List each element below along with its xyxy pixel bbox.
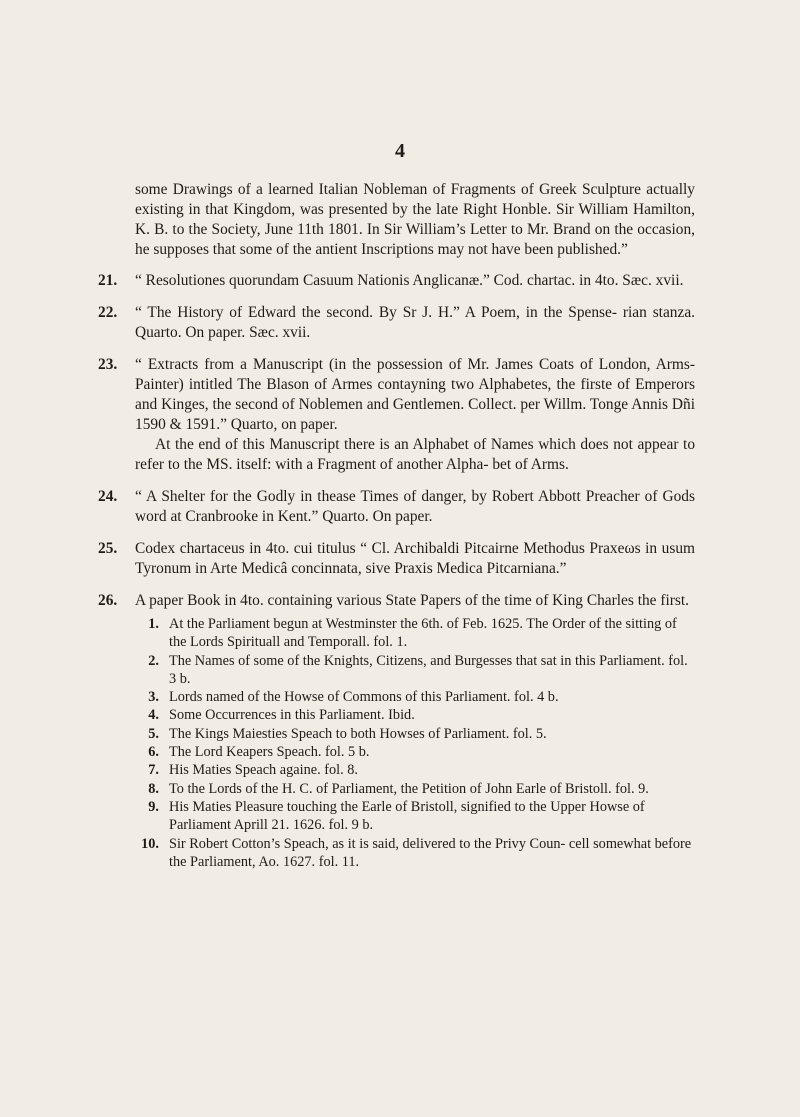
list-item-text: Some Occurrences in this Parliament. Ibid. — [169, 707, 415, 724]
list-item — [135, 688, 695, 706]
entry-body — [135, 303, 695, 343]
entry-number: 21. — [98, 272, 118, 289]
text-line: Codex chartaceus in 4to. cui titulus “ Cl. Archibaldi Pitcairne Methodus — [135, 540, 585, 557]
catalogue-entry-24 — [98, 487, 695, 527]
text-line: “ The History of Edward the second. By Sr J. H.” A Poem, in the Spense- — [135, 304, 617, 321]
entry-text — [135, 303, 695, 343]
list-item-number: 10. — [141, 835, 159, 852]
entry-number: 24. — [98, 488, 118, 505]
text-line: not appear to refer to the MS. itself: with a Fragment of another Alpha- — [135, 436, 696, 473]
list-item — [135, 780, 695, 798]
page-number: 4 — [395, 140, 405, 162]
text-line: Preacher of Gods word at Cranbrooke in Kent.” Quarto. On paper. — [135, 488, 695, 525]
list-item — [135, 798, 695, 835]
list-item-number: 1. — [148, 616, 159, 632]
text-line: “ A Shelter for the Godly in thease Times of danger, by Robert Abbott — [135, 488, 581, 505]
text-line: “ Resolutiones quorundam Casuum Nationis Anglicanæ.” Cod. chartac. — [135, 272, 576, 289]
entry-text — [135, 355, 695, 435]
list-item — [135, 652, 695, 689]
catalogue-entry-21 — [98, 271, 695, 291]
text-line: Charles the first. — [586, 592, 689, 609]
list-item-number: 6. — [148, 744, 159, 761]
text-line: some of the antient Inscriptions may not have been published.” — [239, 241, 628, 258]
text-line: in 4to. Sæc. xvii. — [579, 272, 684, 289]
entry-text — [135, 271, 695, 291]
entry-text — [135, 487, 695, 527]
list-item — [135, 761, 695, 779]
text-line: In Sir William’s Letter to Mr. Brand on the occasion, he supposes that — [135, 221, 695, 258]
catalogue-entry-26 — [98, 591, 695, 871]
text-line: Praxeωs in usum Tyronum in Arte Medicâ concinnata, sive Praxis Medica — [135, 540, 695, 577]
list-item-number: 3. — [148, 689, 159, 706]
entry-text — [135, 539, 695, 579]
text-line: Right Honble. Sir William Hamilton, K. B. to the Society, June 11th 1801. — [135, 201, 695, 238]
text-line: At the end of this Manuscript there is an Alphabet of Names which does — [155, 436, 609, 453]
entry-body — [135, 539, 695, 579]
list-item-number: 8. — [148, 780, 159, 797]
entry-number: 25. — [98, 540, 118, 557]
list-item-number: 2. — [148, 652, 159, 669]
list-item — [135, 706, 695, 724]
list-item-text: Lords named of the Howse of Commons of this Parliament. fol. 4 b. — [169, 689, 559, 706]
entry-body — [135, 591, 695, 871]
text-line: some Drawings of a learned Italian Nobleman of Fragments of Greek — [135, 181, 577, 198]
entry-text — [135, 591, 695, 611]
contents-list — [135, 615, 695, 871]
list-item-text: The Names of some of the Knights, Citizens, and Burgesses that sat in this Parliament. fol. 3 b. — [169, 652, 688, 687]
list-item — [135, 743, 695, 761]
list-item-text: At the Parliament begun at Westminster the 6th. of Feb. 1625. The Order of the sitting of the Lords Spirituall and Temporall. fol. 1. — [169, 616, 677, 651]
text-line: Arms-Painter) intitled The Blason of Armes contayning two Alphabetes, the — [135, 356, 695, 393]
list-item — [135, 615, 695, 652]
text-line: Pitcarniana.” — [486, 560, 567, 577]
list-item-number: 9. — [148, 798, 159, 815]
text-line: Collect. per Willm. Tonge Annis Dñi 1590 & 1591.” Quarto, on paper. — [135, 396, 695, 433]
list-item-text: The Lord Keapers Speach. fol. 5 b. — [169, 744, 370, 761]
list-item-number: 7. — [148, 762, 159, 779]
catalogue-entry-22 — [98, 303, 695, 343]
list-item-number: 4. — [148, 707, 159, 724]
catalogue-entry-23 — [98, 355, 696, 475]
entry-number: 22. — [98, 304, 118, 321]
text-line: firste of Emperors and Kinges, the second of Noblemen and Gentlemen. — [135, 376, 695, 413]
list-item-text: To the Lords of the H. C. of Parliament, the Petition of John Earle of Bristoll. fol. 9. — [169, 780, 649, 797]
text-line: rian stanza. Quarto. On paper. Sæc. xvii. — [135, 304, 695, 341]
catalogue-entry-25 — [98, 539, 695, 579]
text-line: bet of Arms. — [492, 456, 569, 473]
list-item-number: 5. — [148, 725, 159, 742]
text-line: A paper Book in 4to. containing various State Papers of the time of King — [135, 592, 583, 609]
page-content — [98, 180, 696, 883]
list-item-text: His Maties Speach againe. fol. 8. — [169, 762, 358, 779]
list-item-text: His Maties Pleasure touching the Earle of Bristoll, signified to the Upper Howse of Parliament Aprill 21. 1626. fol. 9 b. — [169, 798, 645, 834]
entry-body — [135, 355, 695, 475]
list-item — [135, 725, 695, 743]
list-item-text: Sir Robert Cotton’s Speach, as it is said, delivered to the Privy Coun- cell somewhat before the Parliament, Ao. 1627. fol. 11. — [169, 835, 692, 870]
entry-body — [135, 271, 695, 291]
list-item — [135, 835, 695, 872]
entry-number: 23. — [98, 356, 118, 373]
entry-note — [135, 435, 695, 475]
intro-paragraph — [135, 180, 695, 260]
text-line: “ Extracts from a Manuscript (in the possession of Mr. James Coats of London, — [135, 356, 651, 373]
text-line: Sculpture actually existing in that Kingdom, was presented by the late — [135, 181, 695, 218]
entry-body — [135, 487, 695, 527]
list-item-text: The Kings Maiesties Speach to both Howses of Parliament. fol. 5. — [169, 725, 547, 742]
entry-number: 26. — [98, 592, 118, 609]
